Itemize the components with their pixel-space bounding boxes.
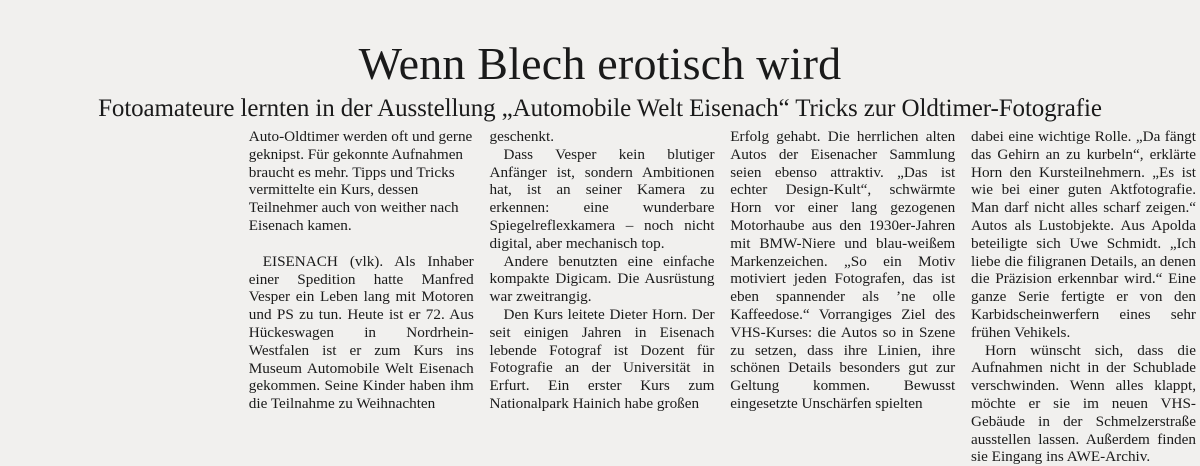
paragraph-5: Horn wünscht sich, dass die Aufnahmen nicht in der Schublade verschwinden. Wenn alles klappt, möchte er sie im neuen VHS-Gebäude in der Schmelzerstraße ausstellen lassen. Außerdem finden sie Eingang ins AWE-Archiv. [971, 341, 1196, 466]
paragraph-4-continued: Erfolg gehabt. Die herrlichen alten Autos der Eisenacher Sammlung seien ebenso attraktiv. „Das ist echter Design-Kult“, schwärmte Horn vor einer lang gezogenen Motorhaube aus den 1930er-Jahren mit BMW-Niere und blau-weißem Markenzeichen. „So ein Motiv motiviert jeden Fotografen, das ist eben spannender als ’ne olle Kaffeedose.“ Vorrangiges Ziel des VHS-Kurses: die Autos so in Szene zu setzen, dass ihre Linien, ihre schönen Details besonders gut zur Geltung kommen. Bewusst eingesetzte Unschärfen spielten [730, 128, 956, 412]
article-column [249, 128, 474, 413]
paragraph-3: Andere benutzten eine einfache kompakte Digicam. Die Ausrüstung war zweitrangig. [489, 252, 715, 306]
subheadline: Fotoamateure lernten in der Ausstellung „Automobile Welt Eisenach“ Tricks zur Oldtimer-Fotografie [98, 95, 1102, 122]
article-column [730, 128, 955, 413]
paragraph-4-continued: dabei eine wichtige Rolle. „Da fängt das Gehirn an zu kurbeln“, erklärte Horn den Kursteilnehmern. „Es ist wie bei einer guten Aktfotografie. Man darf nicht alles scharf zeigen.“ Autos als Lustobjekte. Aus Apolda beteiligte sich Uwe Schmidt. „Ich liebe die filigranen Details, an denen die Präzision erkennbar wird.“ Eine ganze Serie fertigte er von den Karbidscheinwerfern eines sehr frühen Vehikels. [971, 128, 1196, 341]
paragraph-2: Dass Vesper kein blutiger Anfänger ist, sondern Ambitionen hat, ist an seiner Kamera zu erkennen: eine wunderbare Spiegelreflexkamera – noch nicht digital, aber mechanisch top. [489, 145, 715, 252]
article-column [971, 128, 1196, 466]
paragraph-1: EISENACH (vlk). Als Inhaber einer Spedition hatte Manfred Vesper ein Leben lang mit Motoren und PS zu tun. Heute ist er 72. Aus Hückeswagen in Nordrhein-Westfalen ist er zum Kurs ins Museum Automobile Welt Eisenach gekommen. Seine Kinder haben ihm die Teilnahme zu Weihnachten [248, 252, 474, 413]
article-column [8, 128, 233, 413]
article-column [490, 128, 715, 413]
paragraph-1-continued: geschenkt. [489, 128, 555, 145]
article-lead-continued: Auto-Oldtimer werden oft und gerne geknipst. Für gekonnte Aufnahmen braucht es mehr. Tipps und Tricks vermittelte ein Kurs, dessen Teilnehmer auch von weither nach Eisenach kamen. [248, 128, 473, 234]
headline: Wenn Blech erotisch wird [358, 38, 842, 89]
paragraph-4: Den Kurs leitete Dieter Horn. Der seit einigen Jahren in Eisenach lebende Fotograf ist Dozent für Fotografie an der Universität in Erfurt. Ein erster Kurs zum Nationalpark Hainich habe großen [489, 305, 715, 412]
article-body [8, 128, 1196, 466]
